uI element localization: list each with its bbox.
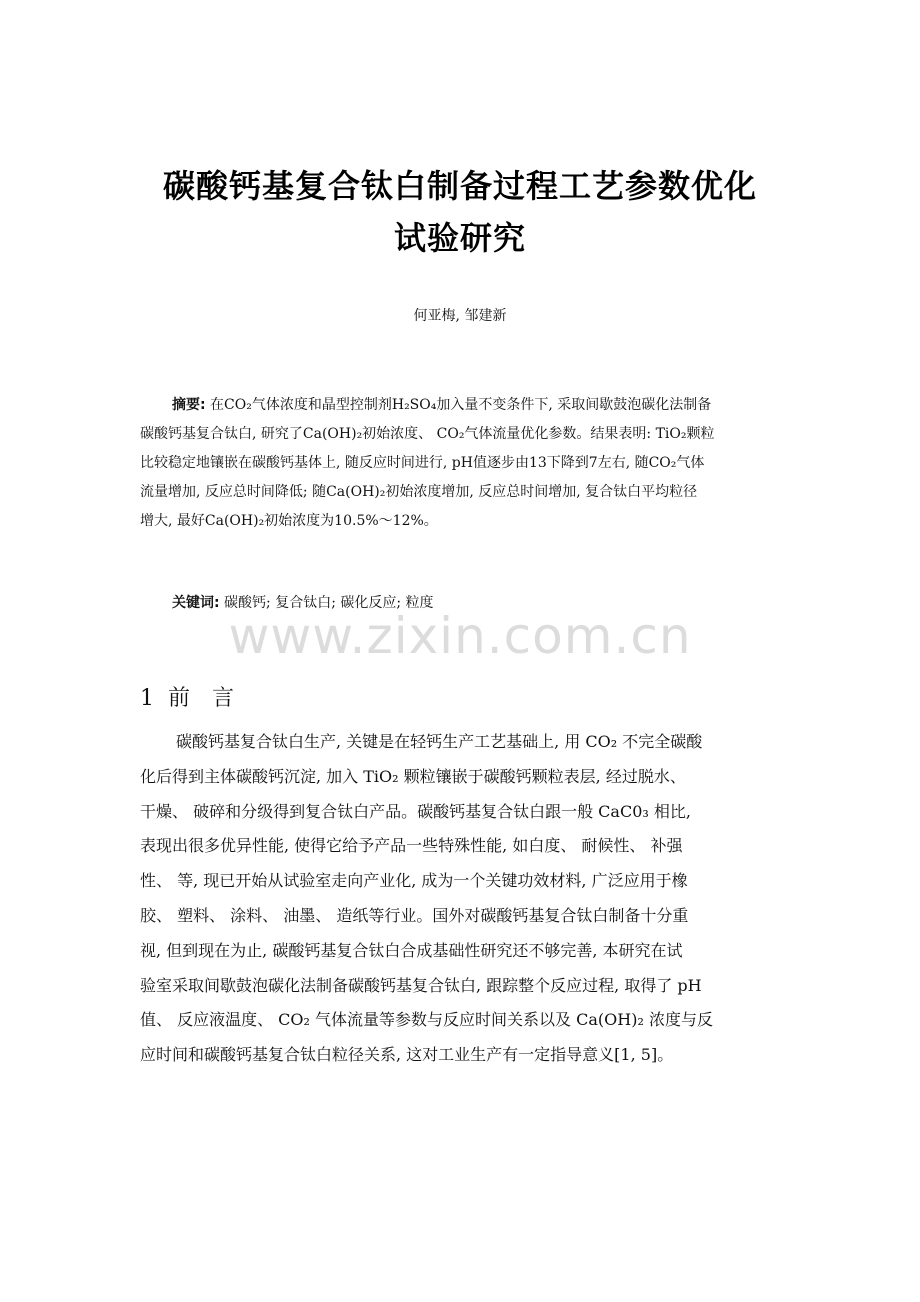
abstract-label: 摘要: (172, 397, 206, 413)
body-line: 化后得到主体碳酸钙沉淀, 加入 TiO₂ 颗粒镶嵌于碳酸钙颗粒表层, 经过脱水、 (140, 766, 686, 786)
abstract-line: 流量增加, 反应总时间降低; 随Ca(OH)₂初始浓度增加, 反应总时间增加, 复合钛白平均粒径 (140, 484, 698, 500)
abstract (140, 391, 788, 536)
body-line: 视, 但到现在为止, 碳酸钙基复合钛白合成基础性研究还不够完善, 本研究在试 (140, 940, 683, 960)
abstract-line: 碳酸钙基复合钛白, 研究了Ca(OH)₂初始浓度、 CO₂气体流量优化参数。结果表明: TiO₂颗粒 (140, 426, 715, 442)
abstract-line: 比较稳定地镶嵌在碳酸钙基体上, 随反应时间进行, pH值逐步由13下降到7左右, 随CO₂气体 (140, 455, 705, 471)
title-line-1: 碳酸钙基复合钛白制备过程工艺参数优化 (162, 167, 757, 205)
body-line: 应时间和碳酸钙基复合钛白粒径关系, 这对工业生产有一定指导意义[1, 5]。 (140, 1045, 674, 1065)
abstract-text: 在CO₂气体浓度和晶型控制剂H₂SO₄加入量不变条件下, 采取间歇鼓泡碳化法制备 (205, 397, 712, 413)
body-line: 值、 反应液温度、 CO₂ 气体流量等参数与反应时间关系以及 Ca(OH)₂ 浓度与反 (140, 1010, 713, 1030)
keywords-label: 关键词: (172, 595, 220, 611)
section-number: 1 (140, 686, 154, 711)
abstract-line: 增大, 最好Ca(OH)₂初始浓度为10.5%～12%。 (140, 513, 438, 529)
body-line: 验室采取间歇鼓泡碳化法制备碳酸钙基复合钛白, 跟踪整个反应过程, 取得了 pH (140, 975, 702, 995)
paper-title (0, 160, 920, 264)
body-paragraph (140, 725, 786, 1073)
title-line-2: 试验研究 (393, 219, 526, 257)
body-line: 性、 等, 现已开始从试验室走向产业化, 成为一个关键功效材料, 广泛应用于橡 (140, 871, 688, 891)
body-line: 干燥、 破碎和分级得到复合钛白产品。碳酸钙基复合钛白跟一般 CaC0₃ 相比, (140, 801, 691, 821)
section-title: 前 言 (168, 686, 235, 711)
section-heading (140, 682, 234, 716)
abstract-line (140, 391, 788, 420)
authors: 何亚梅, 邹建新 (413, 308, 507, 324)
body-line: 表现出很多优异性能, 使得它给予产品一些特殊性能, 如白度、 耐候性、 补强 (140, 836, 683, 856)
body-line: 胶、 塑料、 涂料、 油墨、 造纸等行业。国外对碳酸钙基复合钛白制备十分重 (140, 905, 689, 925)
keywords-text: 碳酸钙; 复合钛白; 碳化反应; 粒度 (219, 595, 434, 611)
body-line: 碳酸钙基复合钛白生产, 关键是在轻钙生产工艺基础上, 用 CO₂ 不完全碳酸 (176, 732, 703, 751)
watermark: www.zixin.com.cn (228, 607, 692, 665)
